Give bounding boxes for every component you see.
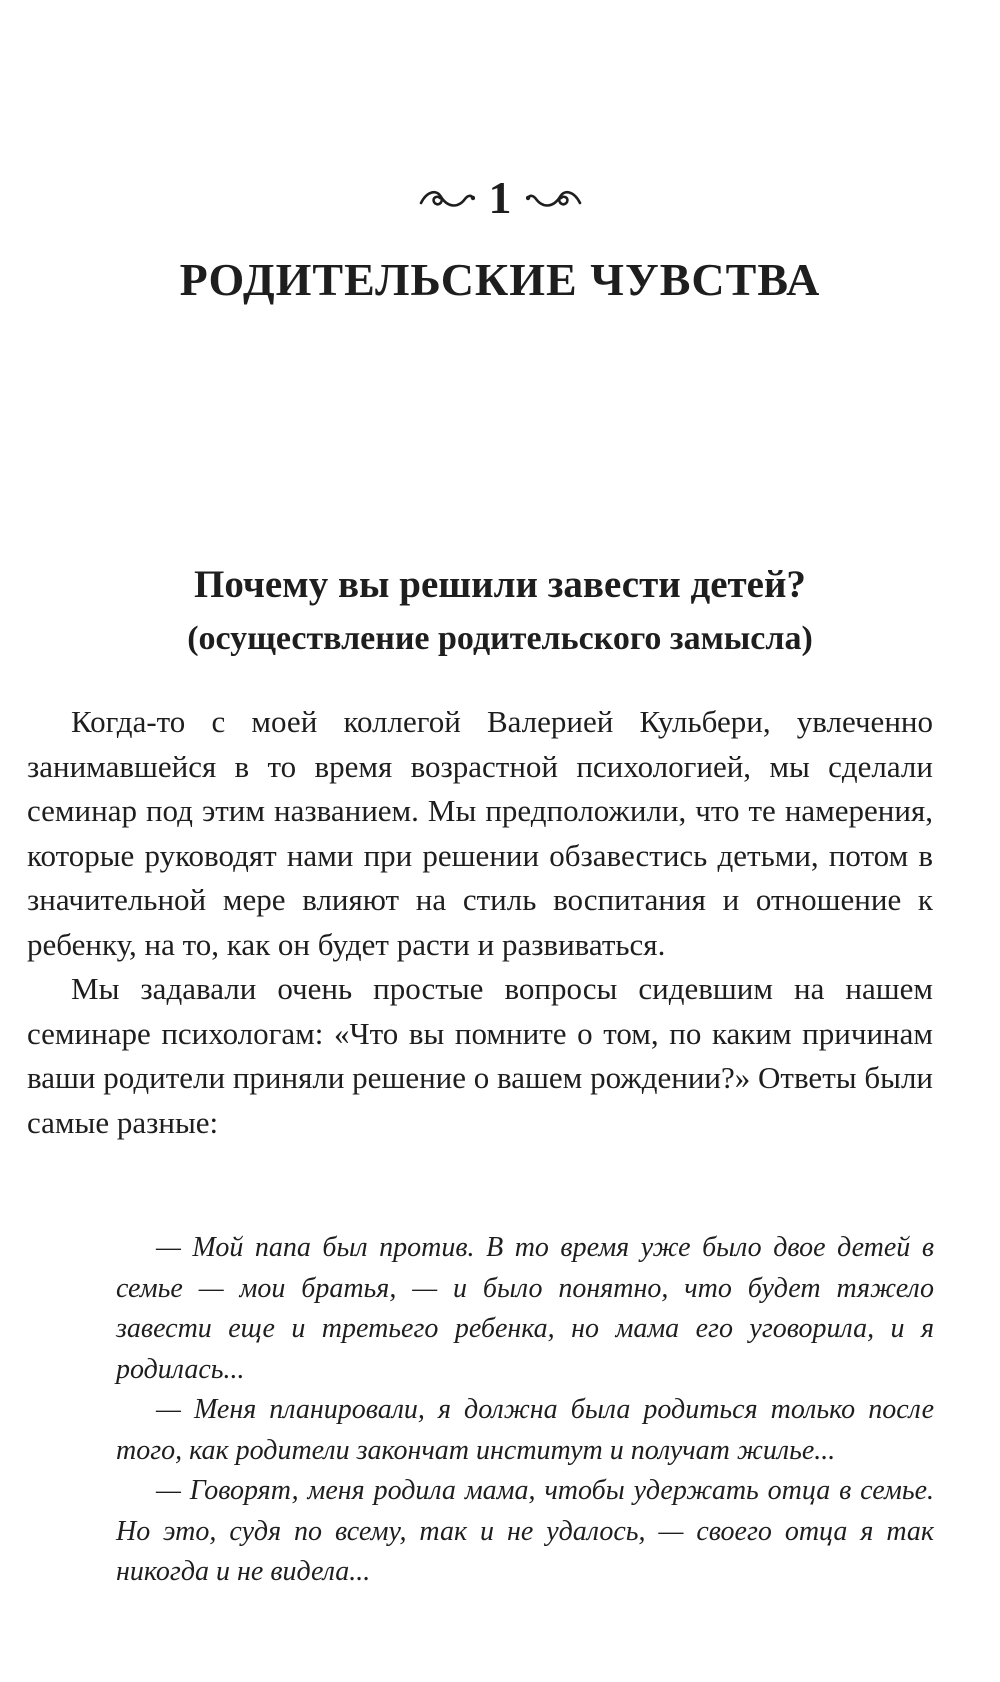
section-subtitle: (осуществление родительского замысла) bbox=[187, 620, 813, 657]
section-title: Почему вы решили завести детей? bbox=[194, 563, 806, 606]
chapter-number-row bbox=[0, 168, 1000, 228]
quote: — Говорят, меня родила мама, чтобы удержать отца в семье. Но это, судя по всему, так и не удалось, — своего отца я так никогда и не видела... bbox=[116, 1475, 934, 1587]
quote: — Мой папа был против. В то время уже было двое детей в семье — мои братья, — и было понятно, что будет тяжело завести еще и третьего ребенка, но мама его уговорила, и я родилась... bbox=[116, 1232, 934, 1385]
paragraph: Мы задавали очень простые вопросы сидевшим на нашем семинаре психологам: «Что вы помните о том, по каким причинам ваши родители приняли решение о вашем рождении?» Ответы были самые разные: bbox=[27, 971, 933, 1140]
flourish-right-icon bbox=[526, 183, 582, 213]
body-text bbox=[27, 700, 933, 1145]
paragraph: Когда-то с моей коллегой Валерией Кульбери, увлеченно занимавшейся в то время возрастной психологией, мы сделали семинар под этим названием. Мы предположили, что те намерения, которые руководят нами при решении обзавестись детьми, потом в значительной мере влияют на стиль воспитания и отношение к ребенку, на то, как он будет расти и развиваться. bbox=[27, 704, 933, 962]
chapter-heading bbox=[0, 168, 1000, 308]
quote-block bbox=[116, 1228, 934, 1593]
section-heading bbox=[0, 560, 1000, 662]
chapter-title: РОДИТЕЛЬСКИЕ ЧУВСТВА bbox=[179, 254, 821, 305]
chapter-number: 1 bbox=[488, 172, 512, 223]
quote: — Меня планировали, я должна была родиться только после того, как родители закончат институт и получат жилье... bbox=[116, 1394, 934, 1466]
flourish-left-icon bbox=[419, 183, 475, 213]
